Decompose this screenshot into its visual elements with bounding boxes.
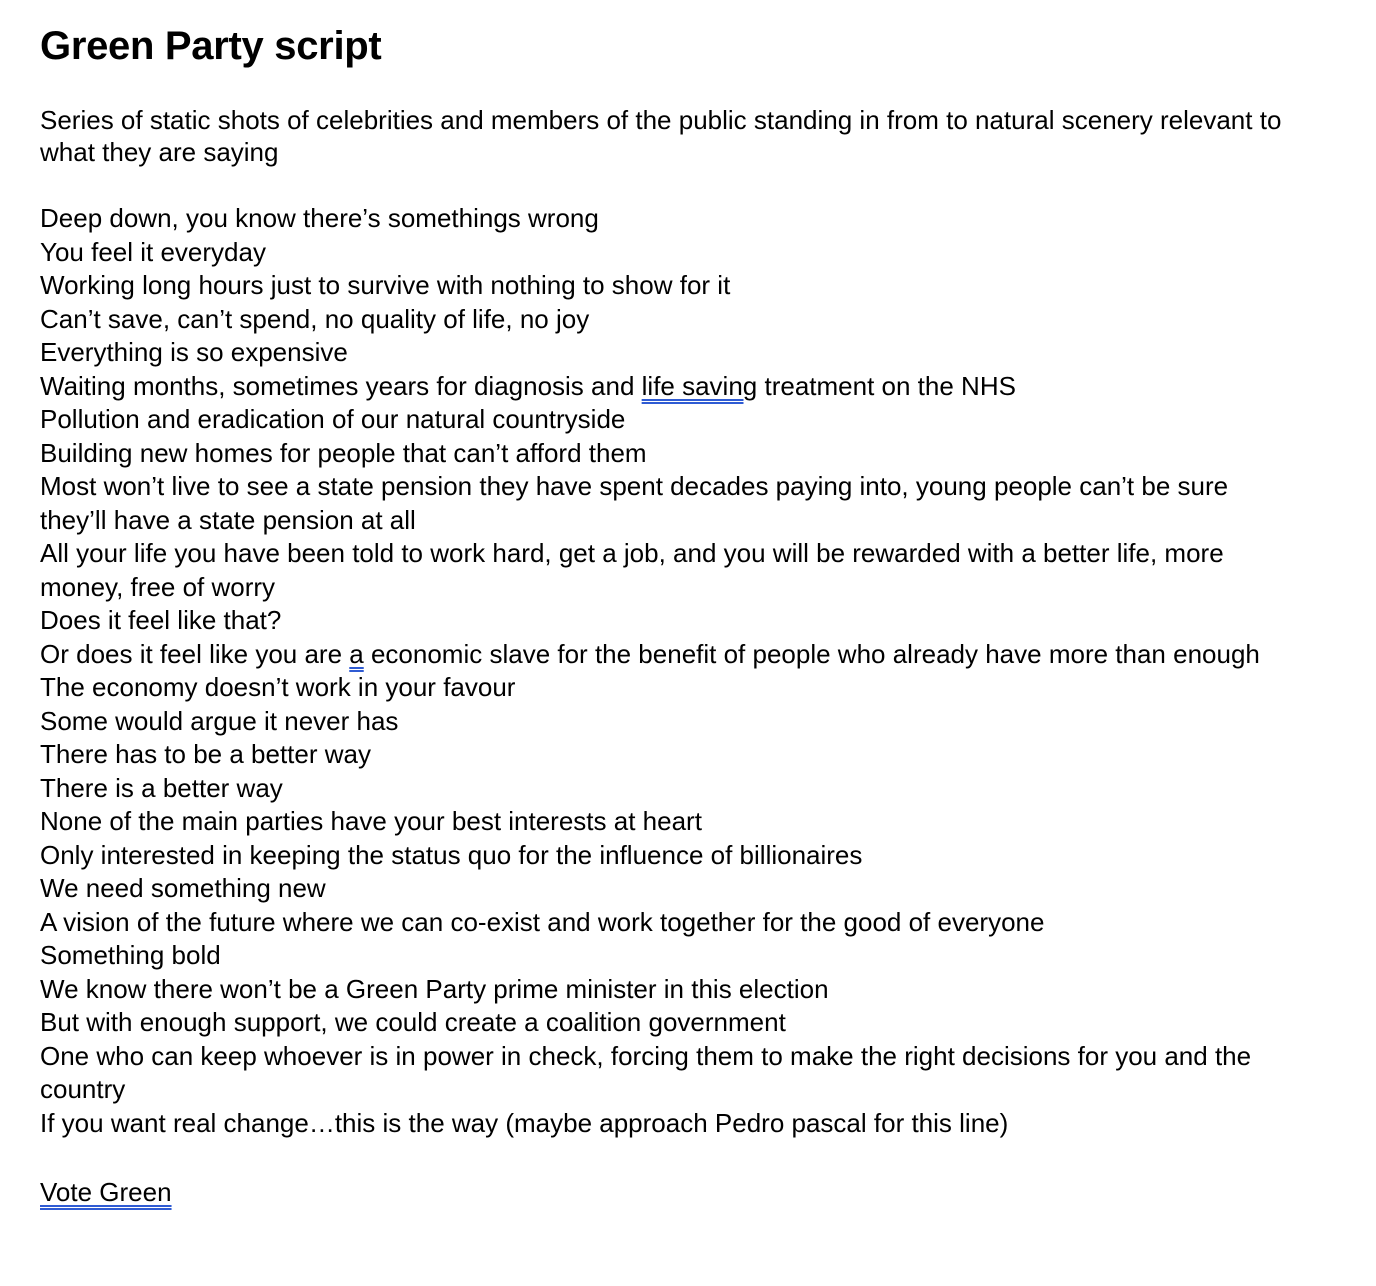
line-text: Waiting months, sometimes years for diagnosis and	[40, 370, 642, 401]
script-line: You feel it everyday	[40, 236, 266, 267]
script-line: Everything is so expensive	[40, 337, 348, 367]
script-line: Pollution and eradication of our natural countryside	[40, 404, 626, 434]
script-line: Most won’t live to see a state pension they have spent decades paying into, young people can’t be sure they’ll have a state pension at all	[40, 471, 1229, 535]
line-text: economic slave for the benefit of people who already have more than enough	[363, 638, 1260, 669]
script-lines	[40, 202, 1320, 1140]
vote-green-text: Vote Green	[40, 1177, 172, 1207]
script-line: We know there won’t be a Green Party prime minister in this election	[40, 973, 829, 1004]
script-line	[40, 370, 1290, 404]
script-line: We need something new	[40, 873, 326, 903]
script-line: One who can keep whoever is in power in check, forcing them to make the right decisions for you and the country	[40, 1040, 1252, 1104]
line-text: Or does it feel like you are	[40, 638, 350, 669]
script-line: Something bold	[40, 940, 221, 970]
script-line: But with enough support, we could create a coalition government	[40, 1007, 786, 1037]
line-text: treatment on the NHS	[757, 370, 1016, 401]
closing-line	[40, 1176, 1320, 1208]
script-line: Working long hours just to survive with nothing to show for it	[40, 270, 731, 300]
document-title: Green Party script	[40, 24, 382, 68]
script-line: Does it feel like that?	[40, 605, 282, 635]
script-line: All your life you have been told to work hard, get a job, and you will be rewarded with a better life, more money, free of worry	[40, 538, 1224, 602]
script-line: Can’t save, can’t spend, no quality of life, no joy	[40, 303, 590, 334]
script-line: There is a better way	[40, 772, 283, 803]
spellcheck-flagged-text[interactable]: life saving	[641, 370, 758, 401]
script-line: None of the main parties have your best interests at heart	[40, 806, 702, 836]
script-line: A vision of the future where we can co-exist and work together for the good of everyone	[40, 906, 1045, 937]
script-line: If you want real change…this is the way (maybe approach Pedro pascal for this line)	[40, 1107, 1009, 1138]
script-line: Deep down, you know there’s somethings wrong	[40, 203, 599, 233]
intro-paragraph: Series of static shots of celebrities and members of the public standing in from to natural scenery relevant to what they are saying	[40, 105, 1282, 167]
script-line: Only interested in keeping the status quo for the influence of billionaires	[40, 839, 863, 870]
script-line	[40, 638, 1290, 672]
script-line: Some would argue it never has	[40, 705, 399, 736]
spellcheck-flagged-text[interactable]: a	[349, 638, 364, 669]
script-line: Building new homes for people that can’t afford them	[40, 437, 647, 468]
script-line: There has to be a better way	[40, 739, 371, 769]
script-line: The economy doesn’t work in your favour	[40, 672, 516, 702]
